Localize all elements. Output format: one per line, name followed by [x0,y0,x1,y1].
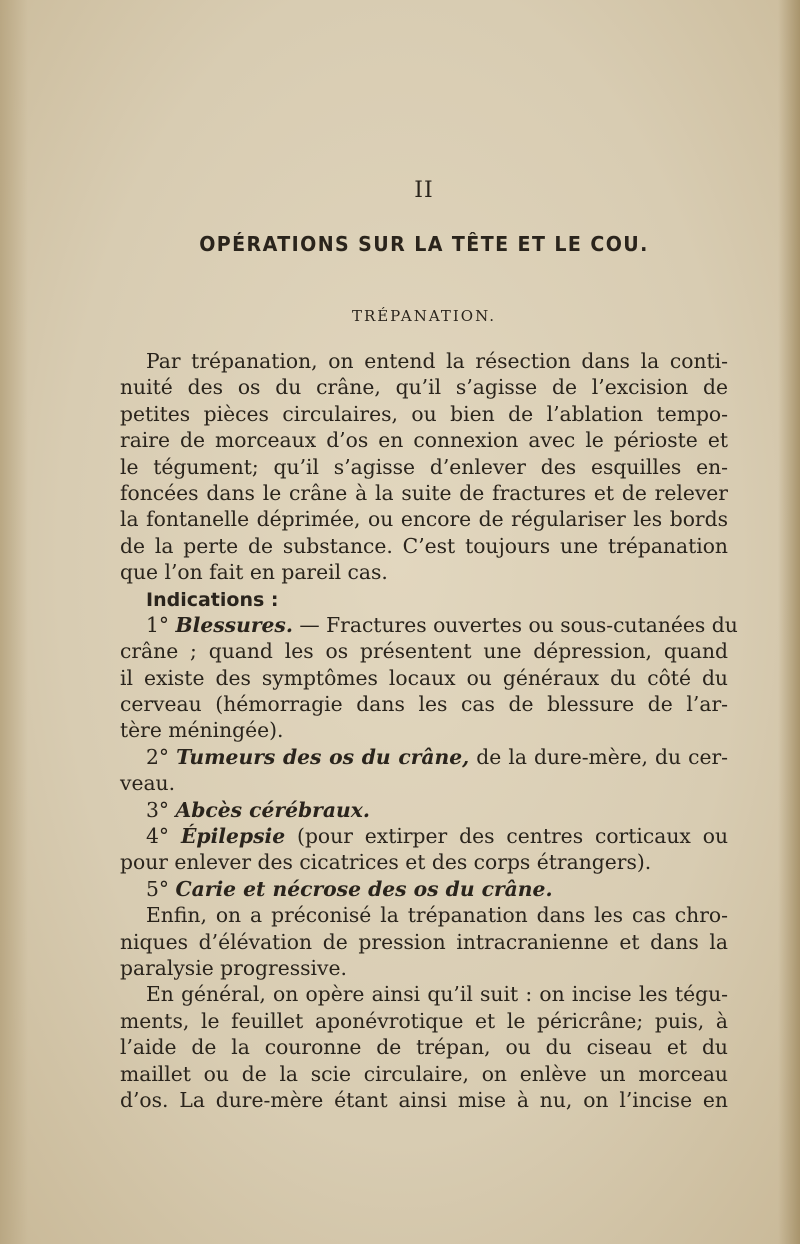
subsection-heading: TRÉPANATION. [351,307,497,325]
item-title: Tumeurs des os du crâne, [176,744,470,769]
list-item-5 [120,876,728,902]
item-title: Épilepsie [180,824,286,849]
list-item-4 [120,823,728,849]
text-line: ments, le feuillet aponévrotique et le péricrâne; puis, à [120,1008,728,1033]
body-text [120,348,738,1113]
item-text: (pour extirper des centres corticaux ou [297,824,729,849]
text-line: veau. [120,771,176,796]
page-edge-shadow-left [0,0,28,1244]
section-heading: OPÉRATIONS SUR LA TÊTE ET LE COU. [199,232,649,256]
text-line: petites pièces circulaires, ou bien de l’ablation tempo- [120,401,728,426]
text-line: crâne ; quand les os présentent une dépression, quand [120,639,728,664]
text-line: Enfin, on a préconisé la trépanation dans les cas chro- [146,903,728,928]
item-title: Carie et nécrose des os du crâne. [175,876,553,901]
text-line: niques d’élévation de pression intracranienne et dans la [120,929,728,954]
text-line: que l’on fait en pareil cas. [120,560,388,585]
text-line: foncées dans le crâne à la suite de fractures et de relever [120,480,728,505]
text-line: pour enlever des cicatrices et des corps étrangers). [120,850,652,875]
text-line: le tégument; qu’il s’agisse d’enlever des esquilles en- [120,454,728,479]
item-title: Abcès cérébraux. [175,797,370,822]
text-line: nuité des os du crâne, qu’il s’agisse de l’excision de [120,375,728,400]
item-number: 4° [146,824,170,849]
text-line: la fontanelle déprimée, ou encore de régulariser les bords [120,507,728,532]
text-line: d’os. La dure-mère étant ainsi mise à nu, on l’incise en [120,1087,728,1112]
page-edge-shadow-right [778,0,800,1244]
text-line: En général, on opère ainsi qu’il suit : on incise les tégu- [146,982,728,1007]
list-item-1 [120,612,738,638]
item-number: 2° [146,744,170,769]
text-line: cerveau (hémorragie dans les cas de blessure de l’ar- [120,692,728,717]
text-line: paralysie progressive. [120,955,347,980]
item-number: 3° [146,797,170,822]
text-line: tère méningée). [120,718,284,743]
item-number: 1° [146,612,170,637]
item-number: 5° [146,876,170,901]
text-line: raire de morceaux d’os en connexion avec le périoste et [120,428,728,453]
text-line: maillet ou de la scie circulaire, on enlève un morceau [120,1061,728,1086]
text-line: Par trépanation, on entend la résection dans la conti- [146,349,728,373]
list-item-3 [120,797,728,823]
item-title: Blessures. [175,612,293,637]
text-line: il existe des symptômes locaux ou généraux du côté du [120,665,728,690]
chapter-number: II [414,178,434,203]
indications-label-text: Indications : [146,588,279,611]
list-item-2 [120,744,728,770]
text-line: l’aide de la couronne de trépan, ou du ciseau et du [120,1035,728,1060]
item-text: — Fractures ouvertes ou sous-cutanées du [299,612,738,637]
text-line: de la perte de substance. C’est toujours une trépanation [120,533,728,558]
item-text: de la dure-mère, du cer- [476,744,728,769]
indications-label [120,586,728,612]
